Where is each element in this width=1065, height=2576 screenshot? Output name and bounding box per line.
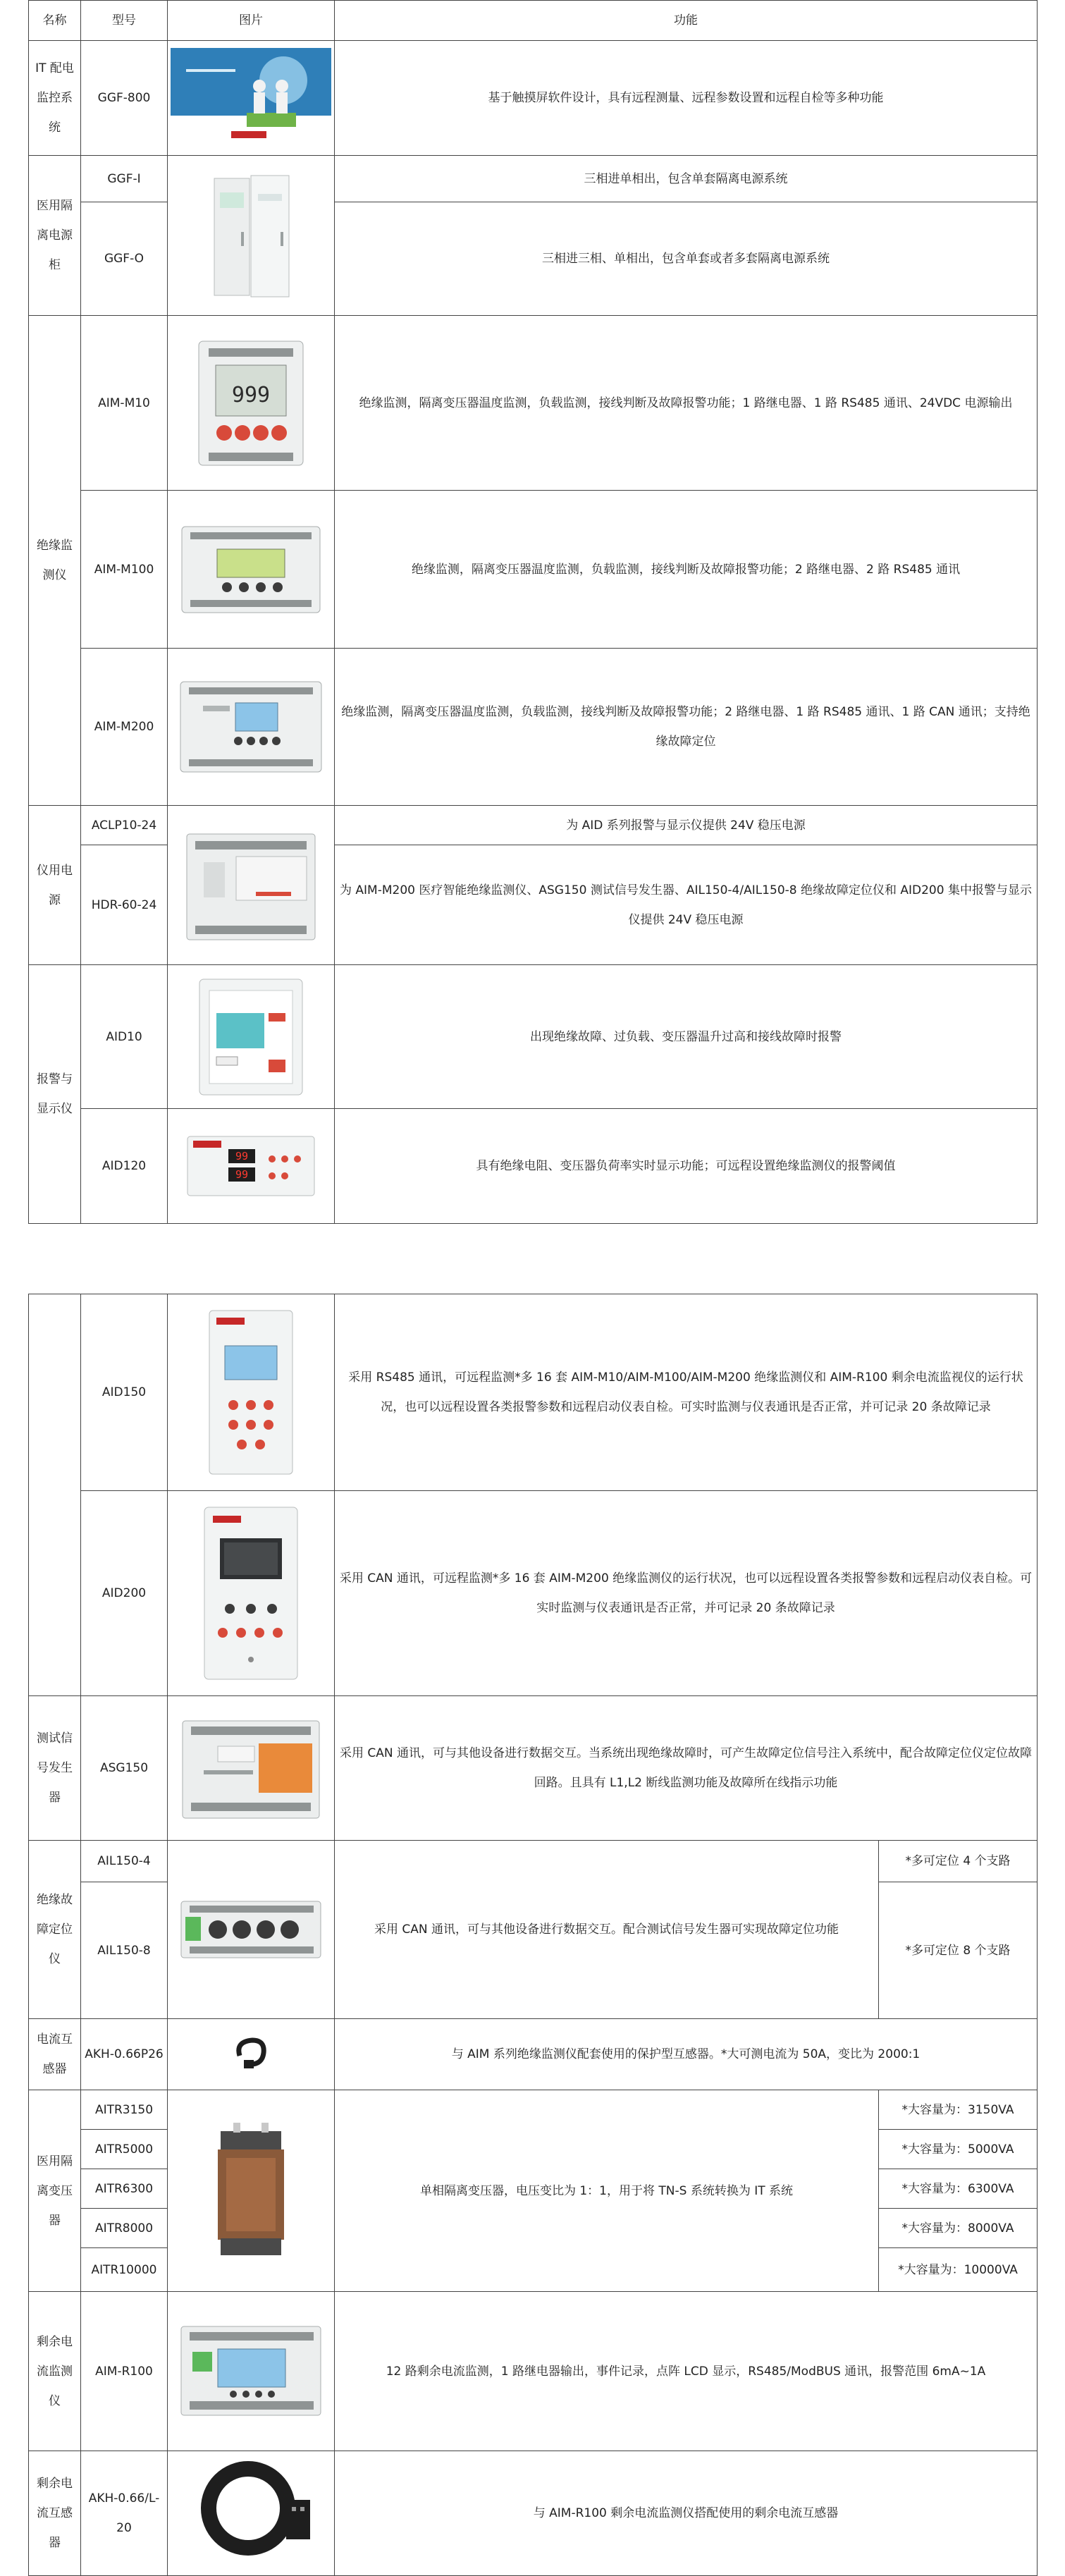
- product-image-power-supply: [168, 806, 335, 965]
- category-name: 医用隔离变压器: [29, 2090, 81, 2292]
- note-cell: *大容量为：6300VA: [879, 2169, 1038, 2209]
- category-name: 测试信号发生器: [29, 1696, 81, 1841]
- note-cell: *大容量为：3150VA: [879, 2090, 1038, 2130]
- model-cell: AID120: [81, 1109, 168, 1224]
- product-image-ail150: [168, 1841, 335, 2019]
- category-name: IT 配电监控系统: [29, 41, 81, 156]
- table-row: [29, 2451, 1038, 2576]
- function-cell: 基于触摸屏软件设计，具有远程测量、远程参数设置和远程自检等多种功能: [335, 41, 1038, 156]
- product-image-it-panel: [168, 41, 335, 156]
- model-cell: AID200: [81, 1491, 168, 1696]
- note-cell: *大容量为：8000VA: [879, 2209, 1038, 2248]
- function-cell: 三相进三相、单相出，包含单套或者多套隔离电源系统: [335, 202, 1038, 316]
- note-cell: *大容量为：5000VA: [879, 2130, 1038, 2169]
- product-image-asg150: [168, 1696, 335, 1841]
- function-cell: 为 AID 系列报警与显示仪提供 24V 稳压电源: [335, 806, 1038, 845]
- table-row: [29, 1841, 1038, 1882]
- table-row: [29, 1109, 1038, 1224]
- model-cell: ASG150: [81, 1696, 168, 1841]
- function-cell: 采用 CAN 通讯，可远程监测*多 16 套 AIM-M200 绝缘监测仪的运行状况，也可以远程设置各类报警参数和远程启动仪表自检。可实时监测与仪表通讯是否正常，并可记录 20 条故障记录: [335, 1491, 1038, 1696]
- category-name: 剩余电流互感器: [29, 2451, 81, 2576]
- product-image-aim-m200: [168, 649, 335, 806]
- header-picture: 图片: [168, 1, 335, 41]
- header-model: 型号: [81, 1, 168, 41]
- model-cell: ACLP10-24: [81, 806, 168, 845]
- category-name: 电流互感器: [29, 2019, 81, 2090]
- function-cell: 绝缘监测，隔离变压器温度监测，负载监测，接线判断及故障报警功能；2 路继电器、1 路 RS485 通讯、1 路 CAN 通讯；支持绝缘故障定位: [335, 649, 1038, 806]
- function-cell: 与 AIM 系列绝缘监测仪配套使用的保护型互感器。*大可测电流为 50A，变比为 2000:1: [335, 2019, 1038, 2090]
- function-cell: 绝缘监测，隔离变压器温度监测，负载监测，接线判断及故障报警功能；2 路继电器、2 路 RS485 通讯: [335, 491, 1038, 649]
- model-cell: AITR5000: [81, 2130, 168, 2169]
- model-cell: AIM-R100: [81, 2292, 168, 2451]
- table-row: [29, 2019, 1038, 2090]
- model-cell: AIM-M100: [81, 491, 168, 649]
- model-cell: AID150: [81, 1294, 168, 1491]
- model-cell: AITR10000: [81, 2248, 168, 2292]
- model-cell: AIM-M10: [81, 316, 168, 491]
- category-name: 医用隔离电源柜: [29, 156, 81, 316]
- table-row: [29, 965, 1038, 1109]
- product-image-isolation-transformer: [168, 2090, 335, 2292]
- category-name: 绝缘监测仪: [29, 316, 81, 806]
- product-image-aid200: [168, 1491, 335, 1696]
- category-name: 报警与显示仪: [29, 965, 81, 1224]
- model-cell: HDR-60-24: [81, 845, 168, 965]
- product-image-current-transformer: [168, 2019, 335, 2090]
- table-row: [29, 1696, 1038, 1841]
- product-image-aim-r100: [168, 2292, 335, 2451]
- note-cell: *多可定位 4 个支路: [879, 1841, 1038, 1882]
- table-row: [29, 2090, 1038, 2130]
- product-image-cabinet: [168, 156, 335, 316]
- product-image-aim-m100: [168, 491, 335, 649]
- model-cell: AIM-M200: [81, 649, 168, 806]
- function-cell: 具有绝缘电阻、变压器负荷率实时显示功能；可远程设置绝缘监测仪的报警阈值: [335, 1109, 1038, 1224]
- function-cell: 单相隔离变压器，电压变比为 1：1，用于将 TN-S 系统转换为 IT 系统: [335, 2090, 879, 2292]
- table-row: [29, 1294, 1038, 1491]
- function-cell: 出现绝缘故障、过负载、变压器温升过高和接线故障时报警: [335, 965, 1038, 1109]
- model-cell: AITR8000: [81, 2209, 168, 2248]
- model-cell: AIL150-8: [81, 1882, 168, 2019]
- model-cell: AITR3150: [81, 2090, 168, 2130]
- model-cell: AKH-0.66/L-20: [81, 2451, 168, 2576]
- category-name: 仪用电源: [29, 806, 81, 965]
- table-row: [29, 649, 1038, 806]
- table-row: [29, 806, 1038, 845]
- product-image-aid10: [168, 965, 335, 1109]
- function-cell: 三相进单相出，包含单套隔离电源系统: [335, 156, 1038, 202]
- product-table-2: [28, 1294, 1038, 2576]
- function-cell: 采用 RS485 通讯，可远程监测*多 16 套 AIM-M10/AIM-M100/AIM-M200 绝缘监测仪和 AIM-R100 剩余电流监视仪的运行状况，也可以远程设置各类报警参数和远程启动仪表自检。可实时监测与仪表通讯是否正常，并可记录 20 条故障记录: [335, 1294, 1038, 1491]
- model-cell: AKH-0.66P26: [81, 2019, 168, 2090]
- table-row: [29, 156, 1038, 202]
- table-row: [29, 316, 1038, 491]
- function-cell: 采用 CAN 通讯，可与其他设备进行数据交互。当系统出现绝缘故障时，可产生故障定位信号注入系统中，配合故障定位仪定位故障回路。且具有 L1,L2 断线监测功能及故障所在线指示功能: [335, 1696, 1038, 1841]
- function-cell: 为 AIM-M200 医疗智能绝缘监测仪、ASG150 测试信号发生器、AIL150-4/AIL150-8 绝缘故障定位仪和 AID200 集中报警与显示仪提供 24V 稳压电源: [335, 845, 1038, 965]
- table-row: [29, 491, 1038, 649]
- function-cell: 12 路剩余电流监测，1 路继电器输出，事件记录，点阵 LCD 显示，RS485/ModBUS 通讯，报警范围 6mA~1A: [335, 2292, 1038, 2451]
- category-name-empty: [29, 1294, 81, 1696]
- model-cell: GGF-800: [81, 41, 168, 156]
- product-image-residual-ct: [168, 2451, 335, 2576]
- product-image-aid120: [168, 1109, 335, 1224]
- model-cell: AITR6300: [81, 2169, 168, 2209]
- category-name: 剩余电流监测仪: [29, 2292, 81, 2451]
- model-cell: AID10: [81, 965, 168, 1109]
- category-name: 绝缘故障定位仪: [29, 1841, 81, 2019]
- table-row: [29, 1491, 1038, 1696]
- header-function: 功能: [335, 1, 1038, 41]
- table-row: [29, 2292, 1038, 2451]
- note-cell: *多可定位 8 个支路: [879, 1882, 1038, 2019]
- model-cell: GGF-O: [81, 202, 168, 316]
- function-cell: 采用 CAN 通讯，可与其他设备进行数据交互。配合测试信号发生器可实现故障定位功能: [335, 1841, 879, 2019]
- table-row: [29, 41, 1038, 156]
- aid120-display-bottom: 99: [235, 1168, 249, 1181]
- aid120-display-top: 99: [235, 1150, 249, 1163]
- product-table-1: [28, 0, 1038, 1224]
- header-name: 名称: [29, 1, 81, 41]
- product-image-aim-m10: [168, 316, 335, 491]
- note-cell: *大容量为：10000VA: [879, 2248, 1038, 2292]
- function-cell: 绝缘监测，隔离变压器温度监测，负载监测，接线判断及故障报警功能；1 路继电器、1 路 RS485 通讯、24VDC 电源输出: [335, 316, 1038, 491]
- model-cell: GGF-I: [81, 156, 168, 202]
- m10-display-reading: 999: [231, 382, 271, 407]
- model-cell: AIL150-4: [81, 1841, 168, 1882]
- table-header-row: [29, 1, 1038, 41]
- product-image-aid150: [168, 1294, 335, 1491]
- function-cell: 与 AIM-R100 剩余电流监测仪搭配使用的剩余电流互感器: [335, 2451, 1038, 2576]
